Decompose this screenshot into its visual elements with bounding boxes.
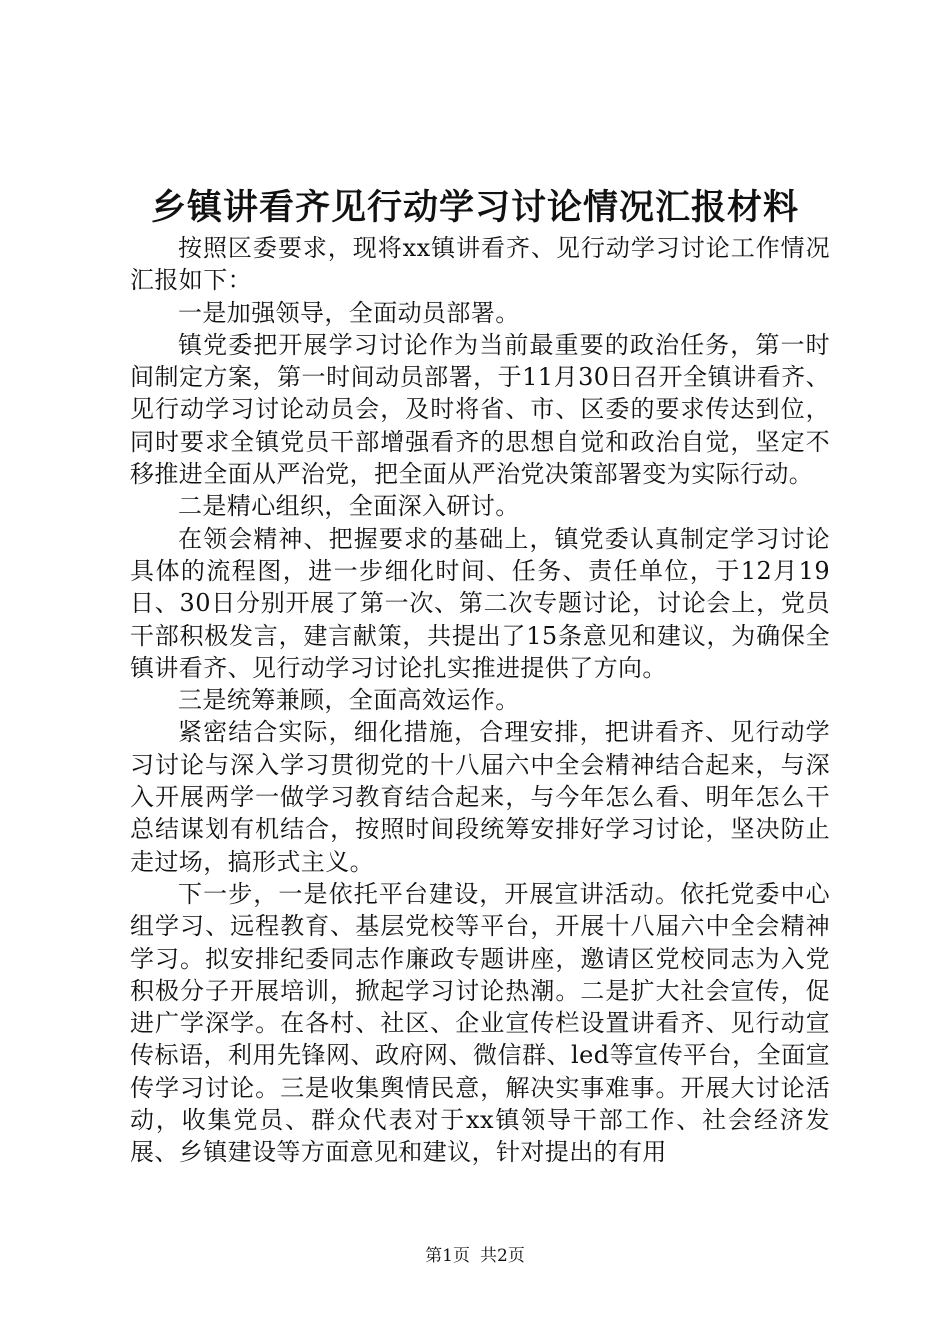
paragraph-intro: 按照区委要求，现将xx镇讲看齐、见行动学习讨论工作情况汇报如下： bbox=[130, 234, 830, 295]
document-title: 乡镇讲看齐见行动学习讨论情况汇报材料 bbox=[150, 187, 799, 228]
paragraph-2: 在领会精神、把握要求的基础上，镇党委认真制定学习讨论具体的流程图，进一步细化时间、任务、责任单位，于12月19日、30日分别开展了第一次、第二次专题讨论，讨论会上，党员干部积极发言，建言献策，共提出了15条意见和建议，为确保全镇讲看齐、见行动学习讨论扎实推进提供了方向。 bbox=[130, 524, 830, 682]
section-heading-2: 二是精心组织，全面深入研讨。 bbox=[178, 492, 520, 521]
page-footer bbox=[0, 1245, 950, 1267]
paragraph-3: 紧密结合实际，细化措施，合理安排，把讲看齐、见行动学习讨论与深入学习贯彻党的十八届六中全会精神结合起来，与深入开展两学一做学习教育结合起来，与今年怎么看、明年怎么干总结谋划有机结合，按照时间段统筹安排好学习讨论，坚决防止走过场，搞形式主义。 bbox=[130, 718, 830, 876]
section-heading-3: 三是统筹兼顾，全面高效运作。 bbox=[178, 686, 520, 715]
document-body bbox=[130, 232, 830, 1169]
paragraph-next-steps: 下一步，一是依托平台建设，开展宣讲活动。依托党委中心组学习、远程教育、基层党校等平台，开展十八届六中全会精神学习。拟安排纪委同志作廉政专题讲座，邀请区党校同志为入党积极分子开展培训，掀起学习讨论热潮。二是扩大社会宣传，促进广学深学。在各村、社区、企业宣传栏设置讲看齐、见行动宣传标语，利用先锋网、政府网、微信群、led等宣传平台，全面宣传学习讨论。三是收集舆情民意，解决实事难事。开展大讨论活动，收集党员、群众代表对于xx镇领导干部工作、社会经济发展、乡镇建设等方面意见和建议，针对提出的有用 bbox=[130, 879, 830, 1167]
page-total: 共2页 bbox=[480, 1246, 525, 1266]
paragraph-1: 镇党委把开展学习讨论作为当前最重要的政治任务，第一时间制定方案，第一时间动员部署，于11月30日召开全镇讲看齐、见行动学习讨论动员会，及时将省、市、区委的要求传达到位，同时要求全镇党员干部增强看齐的思想自觉和政治自觉，坚定不移推进全面从严治党，把全面从严治党决策部署变为实际行动。 bbox=[130, 330, 830, 489]
section-heading-1: 一是加强领导，全面动员部署。 bbox=[178, 298, 520, 327]
page-number: 第1页 bbox=[425, 1246, 470, 1266]
